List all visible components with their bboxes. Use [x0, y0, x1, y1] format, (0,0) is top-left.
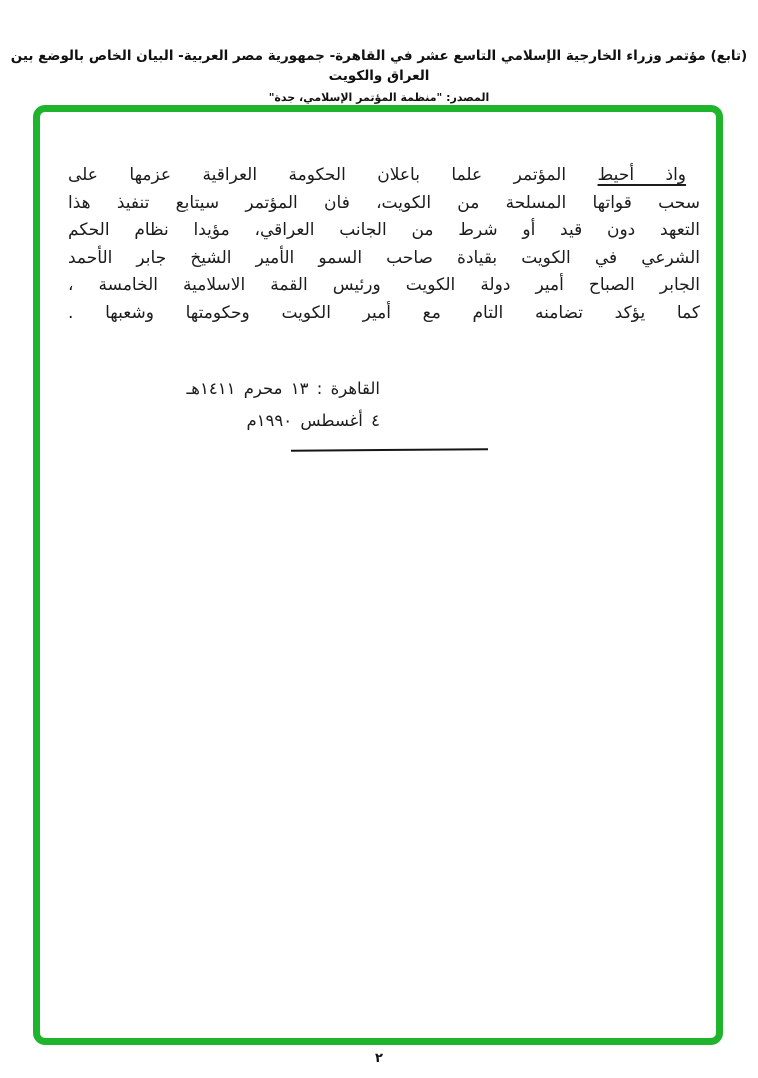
document-header: [0, 46, 758, 104]
dateline-block: [80, 373, 380, 437]
paragraph-line: [68, 162, 700, 190]
dateline-gregorian: ٤ أغسطس ١٩٩٠م: [246, 411, 380, 430]
paragraph-line: سحب قواتها المسلحة من الكويت، فان المؤتمر سيتابع تنفيذ هذا: [68, 192, 700, 213]
paragraph-line: كما يؤكد تضامنه التام مع أمير الكويت وحكومتها وشعبها .: [68, 302, 700, 323]
green-document-frame: [33, 105, 723, 1045]
header-title: (تابع) مؤتمر وزراء الخارجية الإسلامي التاسع عشر في القاهرة- جمهورية مصر العربية- البيان الخاص بالوضع بين العراق والكويت: [10, 48, 748, 84]
underlined-lead-text: واذ أحيط: [597, 165, 687, 185]
paragraph-line: الشرعي في الكويت بقيادة صاحب السمو الأمير الشيخ جابر الأحمد: [68, 247, 700, 268]
header-source: المصدر: "منظمة المؤتمر الإسلامي، جدة": [268, 91, 490, 104]
paragraph-line: الجابر الصباح أمير دولة الكويت ورئيس القمة الاسلامية الخامسة ،: [68, 275, 700, 295]
paragraph-line: التعهد دون قيد أو شرط من الجانب العراقي، مؤيدا نظام الحكم: [68, 220, 700, 240]
body-paragraph: [68, 162, 700, 327]
dateline-hijri: القاهرة : ١٣ محرم ١٤١١هـ: [186, 379, 380, 398]
paragraph-line-text: المؤتمر علما باعلان الحكومة العراقية عزمها على: [68, 165, 598, 185]
signature-divider-line: [291, 448, 488, 451]
page-number: ٢: [375, 1051, 383, 1066]
